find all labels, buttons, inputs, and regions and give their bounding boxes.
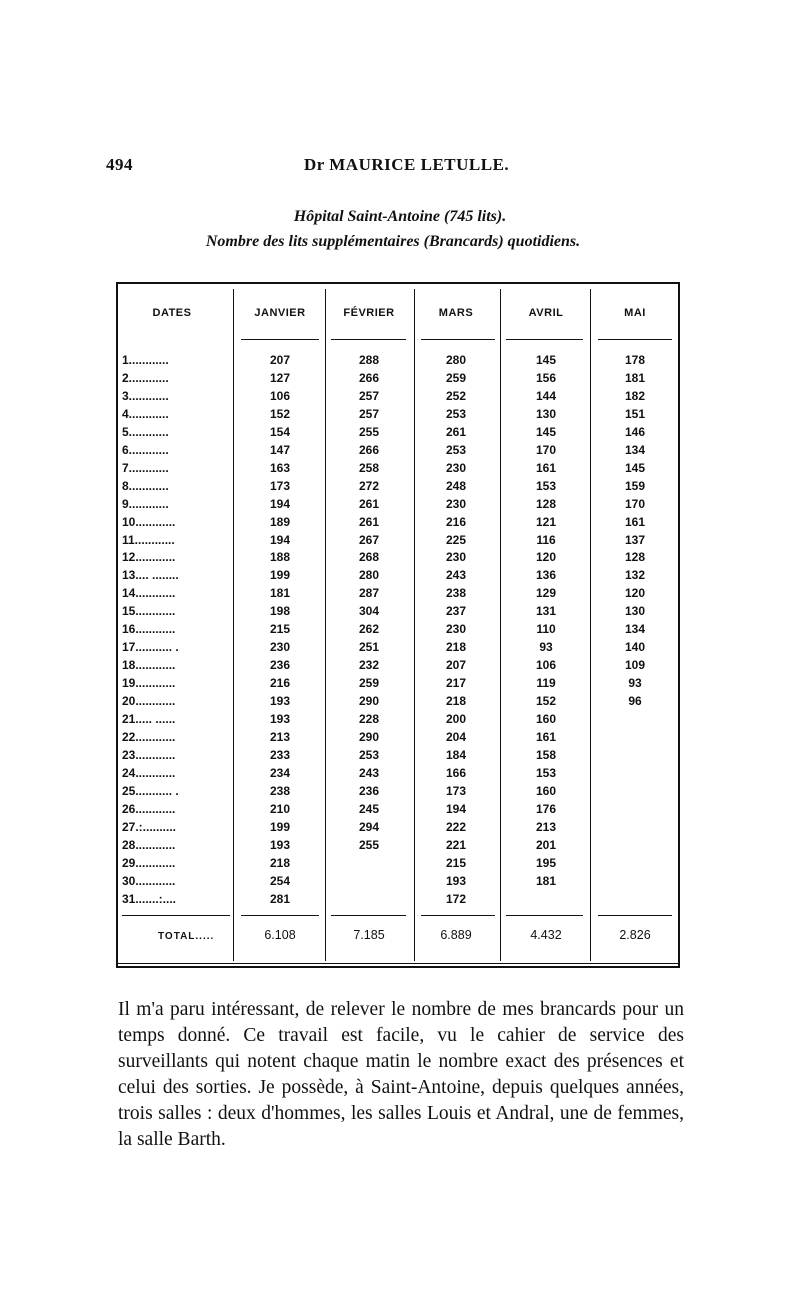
table-cell-fevrier: 288: [358, 353, 380, 367]
body-paragraph: Il m'a paru intéressant, de relever le nombre de mes brancards pour un temps donné. Ce travail est facile, vu le cahier de service des surveillants qui notent chaque matin le nombre exact des présences et celui des sorties. Je possède, à Saint-Antoine, depuis quelques années, trois salles : deux d'hommes, les salles Louis et Andral, une de femmes, la salle Barth.: [118, 999, 684, 1150]
table-cell-avril: 153: [535, 478, 557, 493]
table-cell-avril: 120: [535, 550, 557, 565]
table-cell-fevrier: 290: [358, 694, 380, 709]
table-cell-fevrier: 268: [358, 550, 380, 565]
date-cell: 30............: [122, 873, 176, 888]
table-cell-janvier: 213: [269, 729, 291, 744]
table-cell-fevrier: 258: [358, 460, 380, 475]
table-cell-avril: 153: [535, 765, 557, 780]
table-cell-janvier: 106: [269, 388, 291, 403]
table-cell-avril: 152: [535, 694, 557, 709]
date-cell: 4............: [122, 406, 169, 421]
table-cell-fevrier: 266: [358, 442, 380, 457]
date-cell: 2............: [122, 370, 169, 385]
table-cell-mai: 181: [624, 370, 646, 385]
date-cell: 20............: [122, 694, 176, 709]
table-cell-avril: 110: [536, 622, 556, 637]
table-cell-fevrier: 255: [358, 424, 380, 439]
date-cell: 22............: [122, 729, 176, 744]
total-cell-janvier: 6.108: [264, 928, 296, 942]
table-cell-avril: 131: [535, 604, 557, 619]
table-cell-mars: 221: [445, 837, 467, 852]
date-cell: 5............: [122, 424, 169, 439]
table-cell-janvier: 173: [269, 478, 291, 493]
table-cell-avril: 161: [535, 460, 557, 475]
table-cell-janvier: 216: [269, 676, 291, 691]
table-cell-mai: 134: [624, 442, 646, 457]
table-cell-mars: 230: [445, 622, 467, 637]
date-cell: 11............: [122, 532, 175, 547]
table-cell-mars: 248: [445, 478, 467, 493]
table-cell-fevrier: 228: [358, 712, 380, 726]
table-cell-mars: 230: [445, 460, 467, 475]
column-divider: [325, 289, 326, 961]
table-cell-mai: 140: [624, 640, 646, 655]
table-cell-fevrier: 294: [358, 819, 380, 834]
table-cell-mars: 217: [445, 676, 467, 691]
date-cell: 13.... ........: [122, 568, 179, 583]
table-cell-mars: 200: [445, 712, 467, 726]
date-cell: 21..... ......: [122, 712, 176, 726]
column-divider: [233, 289, 234, 961]
table-cell-janvier: 199: [269, 819, 291, 834]
table-cell-mars: 253: [445, 406, 467, 421]
date-cell: 10............: [122, 514, 176, 529]
column-divider: [414, 289, 415, 961]
table-cell-fevrier: 251: [358, 640, 380, 655]
header-rule: [421, 339, 495, 340]
table-cell-avril: 116: [536, 532, 556, 547]
table-cell-mars: 184: [445, 747, 467, 762]
table-cell-fevrier: 280: [358, 568, 380, 583]
total-rule: [331, 915, 406, 916]
table-cell-janvier: 254: [269, 873, 291, 888]
table-cell-avril: 128: [535, 496, 557, 511]
total-label: TOTAL.....: [158, 931, 215, 942]
table-cell-mai: 178: [624, 353, 646, 367]
table-cell-fevrier: 257: [358, 388, 380, 403]
table-cell-avril: 145: [535, 424, 557, 439]
table-cell-fevrier: 267: [358, 532, 380, 547]
table-cell-fevrier: 266: [358, 370, 380, 385]
table-cell-mai: 182: [624, 388, 646, 403]
table-cell-mars: 222: [445, 819, 467, 834]
date-cell: 25........... .: [122, 783, 179, 798]
date-cell: 8............: [122, 478, 169, 493]
table-cell-fevrier: 304: [358, 604, 380, 619]
table-cell-janvier: 233: [269, 747, 291, 762]
date-cell: 6............: [122, 442, 169, 457]
table-cell-mars: 238: [445, 586, 467, 601]
date-cell: 24............: [122, 765, 176, 780]
table-cell-janvier: 230: [269, 640, 291, 655]
table-cell-fevrier: 257: [358, 406, 380, 421]
table-cell-avril: 93: [539, 640, 553, 655]
date-cell: 7............: [122, 460, 169, 475]
table-cell-janvier: 194: [269, 496, 291, 511]
table-cell-fevrier: 261: [358, 496, 380, 511]
header-rule: [331, 339, 406, 340]
table-cell-mai: 109: [624, 658, 646, 673]
column-header-mars: MARS: [438, 307, 474, 319]
table-cell-mai: 130: [624, 604, 646, 619]
header-rule: [598, 339, 672, 340]
date-cell: 23............: [122, 747, 176, 762]
table-cell-janvier: 181: [269, 586, 291, 601]
table-cell-avril: 201: [535, 837, 557, 852]
date-cell: 3............: [122, 388, 169, 403]
table-cell-janvier: 189: [269, 514, 291, 529]
date-cell: 19............: [122, 676, 176, 691]
total-rule: [421, 915, 495, 916]
table-cell-janvier: 152: [269, 406, 291, 421]
page-number: 494: [106, 155, 133, 174]
column-divider: [500, 289, 501, 961]
table-cell-mars: 204: [445, 729, 467, 744]
table-cell-janvier: 193: [269, 712, 291, 726]
table-cell-mai: 145: [624, 460, 646, 475]
header-rule: [506, 339, 583, 340]
table-cell-janvier: 210: [269, 801, 291, 816]
table-cell-mai: 159: [624, 478, 646, 493]
table-cell-mai: 146: [624, 424, 646, 439]
table-cell-fevrier: 236: [358, 783, 380, 798]
table-cell-fevrier: 255: [358, 837, 380, 852]
table-title: Hôpital Saint-Antoine (745 lits).: [293, 208, 507, 225]
table-cell-avril: 145: [535, 353, 557, 367]
table-cell-fevrier: 287: [358, 586, 380, 601]
table-cell-janvier: 194: [269, 532, 291, 547]
table-cell-fevrier: 259: [358, 676, 380, 691]
table-cell-mars: 207: [445, 658, 467, 673]
table-cell-fevrier: 253: [358, 747, 380, 762]
table-cell-janvier: 188: [269, 550, 291, 565]
table-cell-janvier: 207: [269, 353, 291, 367]
table-cell-fevrier: 232: [358, 658, 380, 673]
table-cell-janvier: 127: [269, 370, 291, 385]
column-header-dates: DATES: [152, 307, 192, 319]
table-cell-avril: 158: [535, 747, 557, 762]
table-cell-fevrier: 272: [358, 478, 380, 493]
date-cell: 1............: [122, 353, 169, 367]
table-cell-avril: 156: [535, 370, 557, 385]
table-cell-mai: 93: [628, 676, 642, 691]
table-cell-janvier: 198: [269, 604, 291, 619]
column-divider: [590, 289, 591, 961]
date-cell: 18............: [122, 658, 176, 673]
table-cell-avril: 119: [536, 676, 556, 691]
table-cell-mai: 120: [624, 586, 646, 601]
table-cell-janvier: 281: [269, 891, 291, 906]
table-cell-mars: 215: [445, 855, 467, 870]
table-cell-avril: 129: [535, 586, 557, 601]
table-cell-mai: 134: [624, 622, 646, 637]
column-header-mai: MAI: [624, 307, 646, 319]
table-cell-mai: 96: [628, 694, 642, 709]
table-cell-avril: 161: [535, 729, 557, 744]
table-cell-avril: 130: [535, 406, 557, 421]
table-cell-fevrier: 262: [358, 622, 380, 637]
table-cell-mars: 243: [445, 568, 467, 583]
total-cell-mai: 2.826: [619, 928, 651, 942]
table-cell-avril: 176: [535, 801, 557, 816]
date-cell: 14............: [122, 586, 176, 601]
date-cell: 28............: [122, 837, 176, 852]
table-cell-avril: 136: [535, 568, 557, 583]
table-cell-mai: 151: [624, 406, 646, 421]
date-cell: 17........... .: [122, 640, 179, 655]
running-header-author: Dr MAURICE LETULLE.: [304, 155, 510, 174]
table-cell-mai: 132: [624, 568, 646, 583]
total-rule: [122, 915, 230, 916]
table-cell-fevrier: 290: [358, 729, 380, 744]
date-cell: 27.:..........: [122, 819, 177, 834]
table-cell-avril: 160: [535, 712, 557, 726]
table-cell-mars: 237: [445, 604, 467, 619]
header-rule: [241, 339, 319, 340]
table-cell-fevrier: 243: [358, 765, 380, 780]
table-cell-janvier: 147: [269, 442, 291, 457]
table-cell-janvier: 234: [269, 765, 291, 780]
total-cell-avril: 4.432: [530, 928, 562, 942]
table-cell-avril: 121: [535, 514, 557, 529]
table-cell-mars: 259: [445, 370, 467, 385]
table-cell-mars: 261: [445, 424, 467, 439]
date-cell: 12............: [122, 550, 176, 565]
total-rule: [598, 915, 672, 916]
column-header-janvier: JANVIER: [254, 307, 306, 319]
total-cell-mars: 6.889: [440, 928, 472, 942]
table-cell-fevrier: 261: [358, 514, 380, 529]
table-cell-mars: 225: [445, 532, 467, 547]
table-cell-fevrier: 245: [358, 801, 380, 816]
table-cell-mars: 218: [445, 640, 467, 655]
column-header-avril: AVRIL: [528, 307, 564, 319]
table-cell-mars: 252: [445, 388, 467, 403]
table-cell-janvier: 163: [269, 460, 291, 475]
table-cell-avril: 160: [535, 783, 557, 798]
table-cell-janvier: 218: [269, 855, 291, 870]
table-cell-janvier: 193: [269, 694, 291, 709]
table-cell-mars: 166: [445, 765, 467, 780]
total-rule: [241, 915, 319, 916]
table-cell-janvier: 236: [269, 658, 291, 673]
table-cell-mars: 253: [445, 442, 467, 457]
column-header-fevrier: FÉVRIER: [343, 307, 395, 319]
table-subtitle: Nombre des lits supplémentaires (Brancards) quotidiens.: [205, 233, 581, 250]
table-cell-avril: 181: [535, 873, 557, 888]
table-cell-mars: 230: [445, 550, 467, 565]
table-cell-mars: 193: [445, 873, 467, 888]
table-cell-janvier: 215: [269, 622, 291, 637]
table-cell-mars: 216: [445, 514, 467, 529]
table-cell-mars: 230: [445, 496, 467, 511]
table-cell-avril: 213: [535, 819, 557, 834]
table-cell-mai: 170: [624, 496, 646, 511]
table-cell-mars: 280: [445, 353, 467, 367]
date-cell: 16............: [122, 622, 176, 637]
table-cell-avril: 170: [535, 442, 557, 457]
table-cell-janvier: 199: [269, 568, 291, 583]
total-rule: [506, 915, 583, 916]
total-cell-fevrier: 7.185: [353, 928, 385, 942]
table-cell-mai: 161: [624, 514, 646, 529]
date-cell: 29............: [122, 855, 176, 870]
table-cell-janvier: 154: [269, 424, 291, 439]
table-cell-mars: 173: [445, 783, 467, 798]
table-cell-mai: 128: [624, 550, 646, 565]
table-cell-avril: 195: [535, 855, 557, 870]
table-cell-janvier: 193: [269, 837, 291, 852]
table-cell-mai: 137: [624, 532, 646, 547]
date-cell: 15............: [122, 604, 176, 619]
table-cell-mars: 172: [445, 891, 467, 906]
date-cell: 26............: [122, 801, 176, 816]
table-cell-avril: 144: [535, 388, 557, 403]
table-cell-mars: 218: [445, 694, 467, 709]
table-cell-mars: 194: [445, 801, 467, 816]
date-cell: 31.......:....: [122, 891, 177, 906]
table-cell-janvier: 238: [269, 783, 291, 798]
date-cell: 9............: [122, 496, 169, 511]
table-cell-avril: 106: [535, 658, 557, 673]
